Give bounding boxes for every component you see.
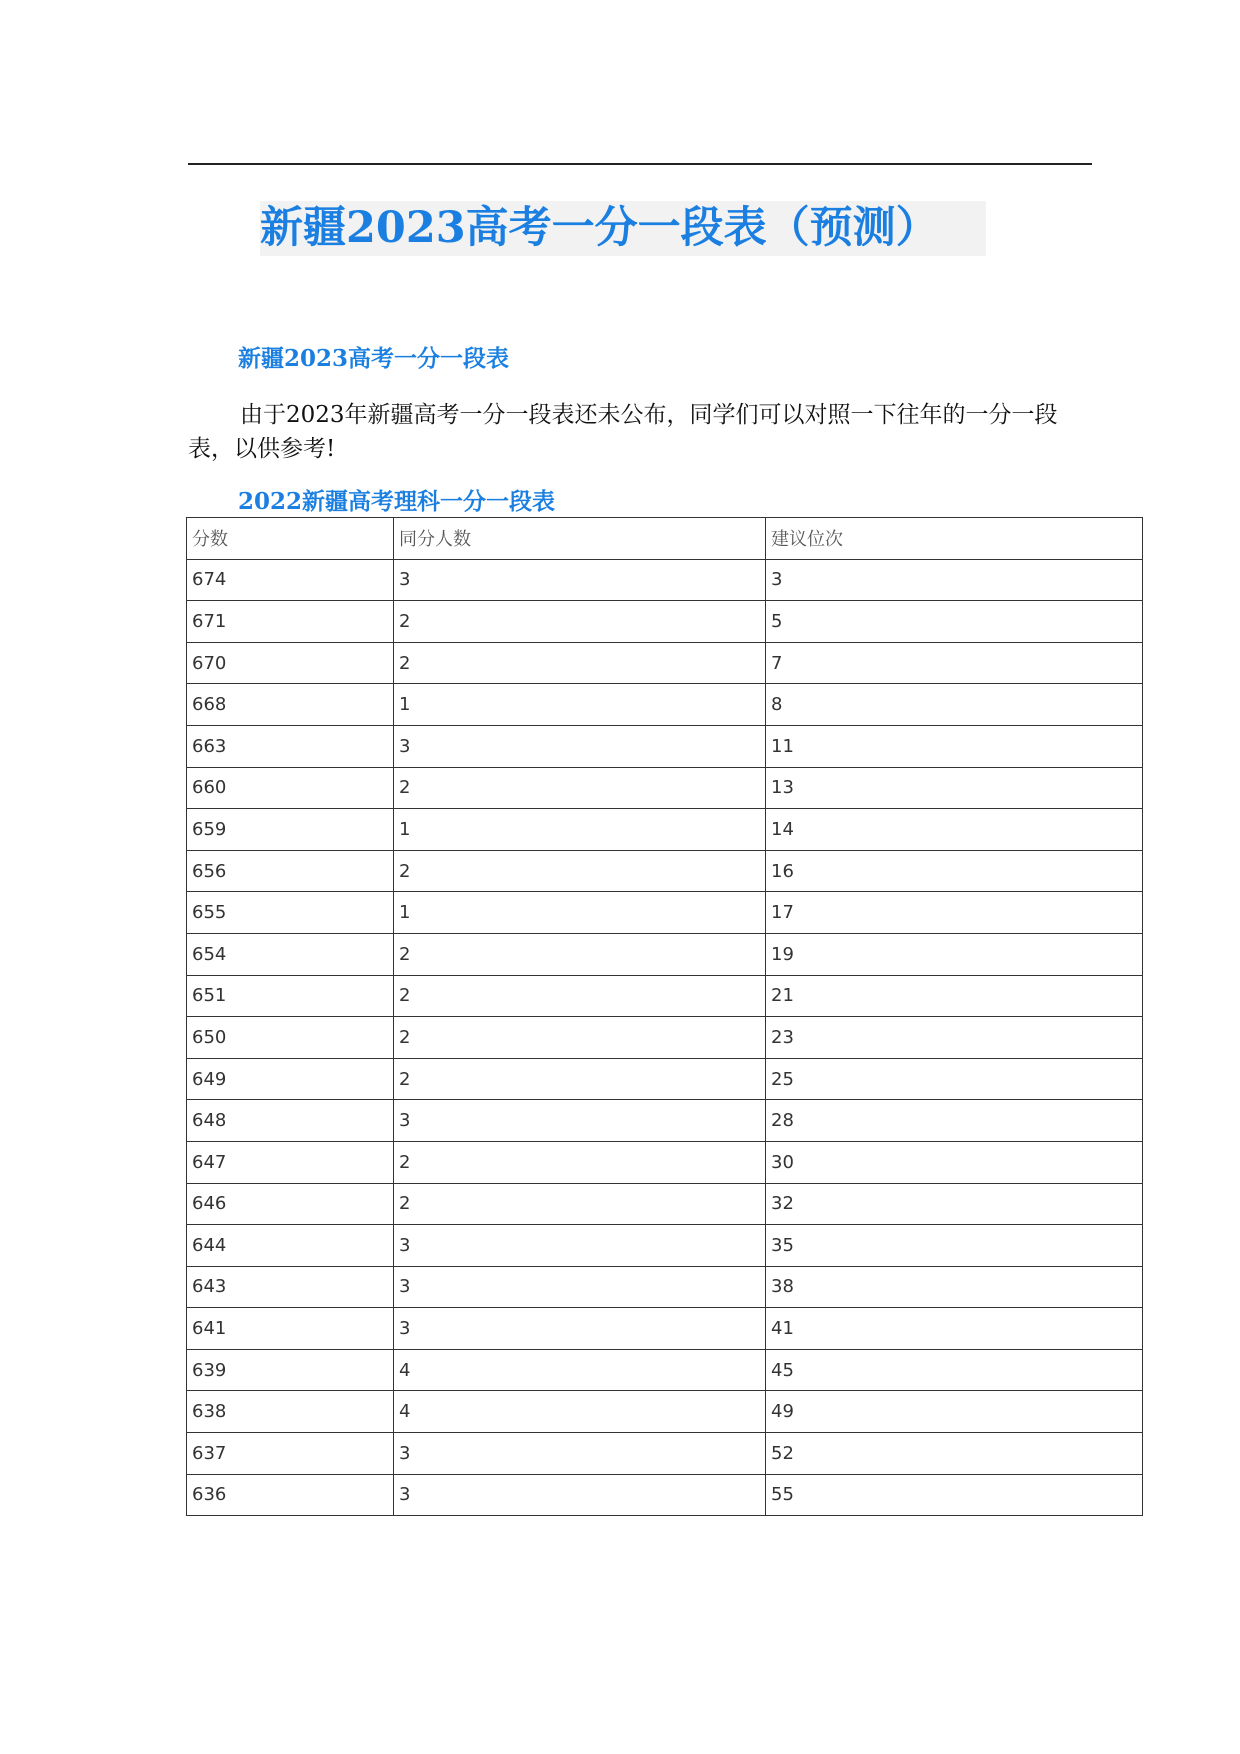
cell-suggested-rank: 8 [766,684,1143,726]
cell-same-score-count: 2 [394,975,766,1017]
table-row [187,684,1143,726]
cell-suggested-rank: 52 [766,1433,1143,1475]
cell-same-score-count: 2 [394,601,766,643]
cell-same-score-count: 1 [394,809,766,851]
cell-same-score-count: 3 [394,1474,766,1516]
table-row [187,975,1143,1017]
table-row [187,559,1143,601]
cell-score: 638 [187,1391,394,1433]
table-row [187,892,1143,934]
cell-suggested-rank: 41 [766,1308,1143,1350]
table-heading: 2022新疆高考理科一分一段表 [238,488,556,515]
table-header-row [187,518,1143,560]
cell-score: 655 [187,892,394,934]
cell-score: 654 [187,933,394,975]
cell-score: 651 [187,975,394,1017]
table-row [187,809,1143,851]
table-row [187,1349,1143,1391]
cell-suggested-rank: 13 [766,767,1143,809]
cell-suggested-rank: 3 [766,559,1143,601]
cell-same-score-count: 2 [394,1141,766,1183]
cell-score: 646 [187,1183,394,1225]
table-row [187,1308,1143,1350]
table-row [187,1474,1143,1516]
cell-same-score-count: 3 [394,1308,766,1350]
cell-suggested-rank: 38 [766,1266,1143,1308]
table-row [187,1058,1143,1100]
cell-score: 636 [187,1474,394,1516]
cell-score: 656 [187,850,394,892]
table-row [187,1433,1143,1475]
cell-score: 668 [187,684,394,726]
cell-score: 647 [187,1141,394,1183]
cell-suggested-rank: 30 [766,1141,1143,1183]
cell-suggested-rank: 5 [766,601,1143,643]
cell-suggested-rank: 25 [766,1058,1143,1100]
cell-same-score-count: 2 [394,850,766,892]
table-row [187,1017,1143,1059]
table-row [187,1225,1143,1267]
cell-suggested-rank: 23 [766,1017,1143,1059]
section-heading: 新疆2023高考一分一段表 [238,345,510,372]
cell-score: 660 [187,767,394,809]
cell-suggested-rank: 16 [766,850,1143,892]
cell-suggested-rank: 7 [766,642,1143,684]
table-row [187,725,1143,767]
cell-suggested-rank: 32 [766,1183,1143,1225]
cell-score: 641 [187,1308,394,1350]
cell-same-score-count: 2 [394,1017,766,1059]
cell-score: 644 [187,1225,394,1267]
cell-same-score-count: 2 [394,933,766,975]
cell-suggested-rank: 14 [766,809,1143,851]
cell-same-score-count: 3 [394,1225,766,1267]
table-row [187,767,1143,809]
cell-score: 671 [187,601,394,643]
table-row [187,642,1143,684]
cell-same-score-count: 2 [394,1058,766,1100]
cell-suggested-rank: 49 [766,1391,1143,1433]
cell-same-score-count: 3 [394,1266,766,1308]
cell-same-score-count: 3 [394,1100,766,1142]
cell-same-score-count: 3 [394,725,766,767]
top-rule [188,163,1092,165]
table-row [187,1141,1143,1183]
cell-suggested-rank: 21 [766,975,1143,1017]
score-table-body [187,518,1143,1516]
cell-same-score-count: 4 [394,1349,766,1391]
cell-score: 649 [187,1058,394,1100]
document-title: 新疆2023高考一分一段表（预测） [260,201,986,256]
cell-same-score-count: 2 [394,1183,766,1225]
cell-score: 650 [187,1017,394,1059]
cell-suggested-rank: 17 [766,892,1143,934]
cell-suggested-rank: 28 [766,1100,1143,1142]
cell-suggested-rank: 55 [766,1474,1143,1516]
table-row [187,1100,1143,1142]
table-row [187,1183,1143,1225]
cell-same-score-count: 1 [394,892,766,934]
cell-score: 643 [187,1266,394,1308]
table-row [187,601,1143,643]
cell-same-score-count: 2 [394,642,766,684]
cell-same-score-count: 3 [394,1433,766,1475]
table-row [187,1391,1143,1433]
cell-same-score-count: 2 [394,767,766,809]
cell-score: 663 [187,725,394,767]
cell-same-score-count: 3 [394,559,766,601]
cell-same-score-count: 1 [394,684,766,726]
score-table [186,517,1143,1516]
cell-score: 659 [187,809,394,851]
cell-suggested-rank: 45 [766,1349,1143,1391]
cell-score: 670 [187,642,394,684]
table-row [187,933,1143,975]
table-row [187,1266,1143,1308]
table-row [187,850,1143,892]
cell-score: 639 [187,1349,394,1391]
header-same-score-count: 同分人数 [394,518,766,560]
header-suggested-rank: 建议位次 [766,518,1143,560]
cell-suggested-rank: 11 [766,725,1143,767]
cell-suggested-rank: 19 [766,933,1143,975]
cell-score: 637 [187,1433,394,1475]
cell-suggested-rank: 35 [766,1225,1143,1267]
cell-score: 674 [187,559,394,601]
cell-score: 648 [187,1100,394,1142]
intro-paragraph: 由于2023年新疆高考一分一段表还未公布，同学们可以对照一下往年的一分一段表，以供参考! [188,402,1058,462]
cell-same-score-count: 4 [394,1391,766,1433]
header-score: 分数 [187,518,394,560]
